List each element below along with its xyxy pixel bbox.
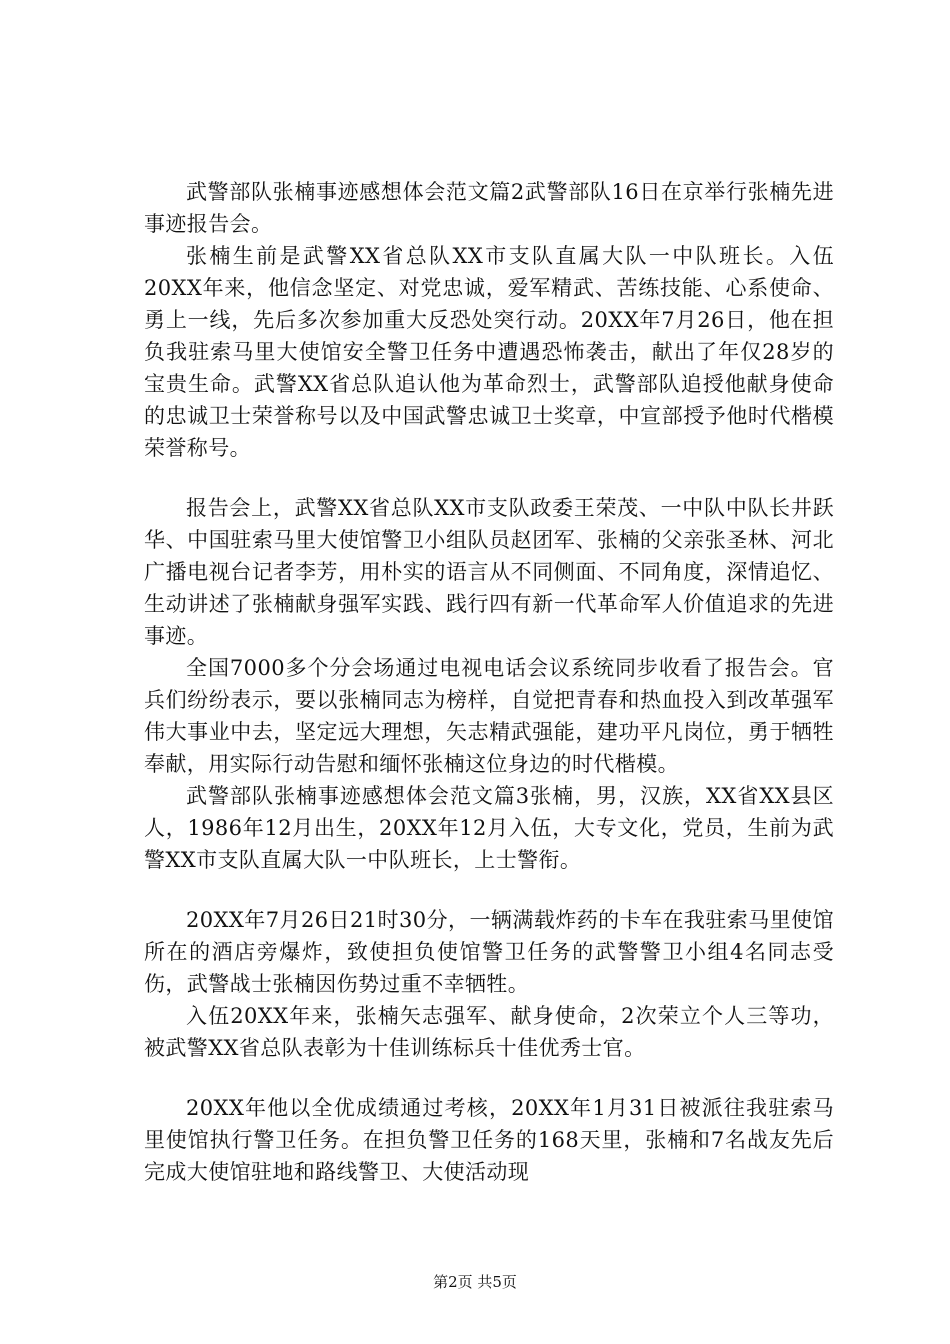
page-number-footer: 第2页 共5页 xyxy=(433,1273,517,1291)
paragraph-gap xyxy=(144,1064,834,1092)
paragraph-gap xyxy=(144,876,834,904)
paragraph-biography: 张楠生前是武警XX省总队XX市支队直属大队一中队班长。入伍20XX年来，他信念坚定、对党忠诚，爱军精武、苦练技能、心系使命、勇上一线，先后多次参加重大反恐处突行动。20XX年7月26日，他在担负我驻索马里大使馆安全警卫任务中遭遇恐怖袭击，献出了年仅28岁的宝贵生命。武警XX省总队追认他为革命烈士，武警部队追授他献身使命的忠诚卫士荣誉称号以及中国武警忠诚卫士奖章，中宣部授予他时代楷模荣誉称号。 xyxy=(144,244,834,460)
paragraph-explosion: 20XX年7月26日21时30分，一辆满载炸药的卡车在我驻索马里使馆所在的酒店旁爆炸，致使担负使馆警卫任务的武警警卫小组4名同志受伤，武警战士张楠因伤势过重不幸牺牲。 xyxy=(144,908,834,996)
paragraph-nationwide-viewing: 全国7000多个分会场通过电视电话会议系统同步收看了报告会。官兵们纷纷表示，要以张楠同志为榜样，自觉把青春和热血投入到改革强军伟大事业中去，坚定远大理想，矢志精武强能，建功平凡岗位，勇于牺牲奉献，用实际行动告慰和缅怀张楠这位身边的时代楷模。 xyxy=(144,656,834,776)
paragraph-honors: 入伍20XX年来，张楠矢志强军、献身使命，2次荣立个人三等功，被武警XX省总队表彰为十佳训练标兵十佳优秀士官。 xyxy=(144,1004,834,1060)
paragraph-assignment: 20XX年他以全优成绩通过考核，20XX年1月31日被派往我驻索马里使馆执行警卫任务。在担负警卫任务的168天里，张楠和7名战友先后完成大使馆驻地和路线警卫、大使活动现 xyxy=(144,1096,834,1184)
paragraph-report-meeting: 报告会上，武警XX省总队XX市支队政委王荣茂、一中队中队长井跃华、中国驻索马里大使馆警卫小组队员赵团军、张楠的父亲张圣林、河北广播电视台记者李芳，用朴实的语言从不同侧面、不同角度，深情追忆、生动讲述了张楠献身强军实践、践行四有新一代革命军人价值追求的先进事迹。 xyxy=(144,496,834,648)
paragraph-intro: 武警部队张楠事迹感想体会范文篇2武警部队16日在京举行张楠先进事迹报告会。 xyxy=(144,180,834,236)
document-body xyxy=(144,176,834,1188)
paragraph-gap xyxy=(144,464,834,492)
paragraph-essay-3-intro: 武警部队张楠事迹感想体会范文篇3张楠，男，汉族，XX省XX县区人，1986年12月出生，20XX年12月入伍，大专文化，党员，生前为武警XX市支队直属大队一中队班长，上士警衔。 xyxy=(144,784,834,872)
